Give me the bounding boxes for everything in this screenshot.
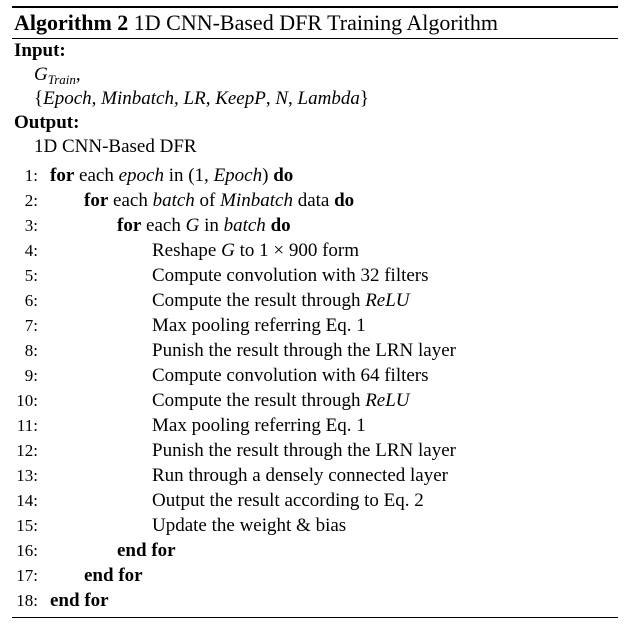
var-epoch-count: Epoch [213, 165, 263, 186]
line-number: 18: [16, 591, 38, 610]
keyword-do: do [334, 190, 355, 211]
algo-line-13 [12, 463, 618, 488]
keyword-do: do [270, 215, 291, 236]
line-code: Punish the result through the LRN layer [152, 340, 456, 361]
param-separator: , [205, 88, 216, 109]
code-text: of [194, 190, 221, 211]
param-epoch: Epoch [43, 88, 92, 109]
param-separator: , [265, 88, 276, 109]
algo-line-3 [12, 213, 618, 238]
line-code: Compute convolution with 64 filters [152, 365, 429, 386]
code-text: each [74, 165, 119, 186]
algo-line-4 [12, 238, 618, 263]
algo-line-12 [12, 438, 618, 463]
algo-line-18 [12, 588, 618, 613]
algo-line-11 [12, 413, 618, 438]
line-number: 15: [16, 516, 38, 535]
line-number: 8: [24, 341, 38, 360]
param-separator: , [288, 88, 298, 109]
line-code [84, 188, 354, 213]
bottom-rule [12, 617, 618, 618]
algo-line-9 [12, 363, 618, 388]
line-number: 4: [24, 241, 38, 260]
algo-line-2 [12, 188, 618, 213]
algo-line-1 [12, 163, 618, 188]
line-code: Output the result according to Eq. 2 [152, 490, 424, 511]
line-number: 10: [16, 391, 38, 410]
line-code [152, 288, 410, 313]
line-number: 9: [24, 366, 38, 385]
keyword-do: do [273, 165, 294, 186]
var-minbatch: Minbatch [220, 190, 293, 211]
var-g: G [185, 215, 200, 236]
line-code: Update the weight & bias [152, 515, 347, 536]
var-relu: ReLU [365, 290, 410, 311]
code-text: each [108, 190, 153, 211]
algo-line-6 [12, 288, 618, 313]
algo-line-16 [12, 538, 618, 563]
algo-line-7 [12, 313, 618, 338]
keyword-for: for [84, 190, 109, 211]
keyword-end-for: end for [84, 565, 143, 586]
input-var: G [34, 64, 48, 85]
algorithm-label: Algorithm 2 [14, 10, 129, 35]
input-training-set [12, 63, 618, 87]
line-number: 1: [24, 166, 38, 185]
line-number: 3: [24, 216, 38, 235]
algo-line-10 [12, 388, 618, 413]
param-lr: LR [183, 88, 206, 109]
line-number: 7: [24, 316, 38, 335]
algo-line-5 [12, 263, 618, 288]
code-text: in (1, [163, 165, 214, 186]
param-lambda: Lambda [297, 88, 360, 109]
algorithm-title: 1D CNN-Based DFR Training Algorithm [133, 10, 499, 35]
algorithm-caption [12, 8, 618, 38]
code-text: ) [262, 165, 274, 186]
line-code: Max pooling referring Eq. 1 [152, 415, 366, 436]
line-number: 6: [24, 291, 38, 310]
keyword-for: for [117, 215, 142, 236]
algorithm-lines [12, 163, 618, 613]
code-text: Compute the result through [152, 290, 366, 311]
algorithm-block [12, 6, 618, 618]
var-batch: batch [152, 190, 195, 211]
var-epoch: epoch [118, 165, 164, 186]
output-value: 1D CNN-Based DFR [34, 136, 197, 157]
input-var-trail: , [75, 64, 81, 85]
line-code [152, 388, 410, 413]
var-g: G [221, 240, 235, 261]
var-batch: batch [223, 215, 266, 236]
line-number: 12: [16, 441, 38, 460]
line-number: 11: [16, 416, 38, 435]
line-number: 13: [16, 466, 38, 485]
input-hyperparameters [12, 87, 618, 111]
keyword-end-for: end for [117, 540, 176, 561]
output-heading: Output: [14, 112, 80, 133]
line-code [117, 213, 291, 238]
input-section [12, 39, 618, 111]
param-n: N [275, 88, 289, 109]
keyword-for: for [50, 165, 75, 186]
brace-open: { [34, 88, 44, 109]
line-number: 16: [16, 541, 38, 560]
algo-line-17 [12, 563, 618, 588]
line-code [152, 238, 359, 263]
param-minbatch: Minbatch [101, 88, 174, 109]
keyword-end-for: end for [50, 590, 109, 611]
line-number: 2: [24, 191, 38, 210]
line-code: Run through a densely connected layer [152, 465, 448, 486]
algo-line-8 [12, 338, 618, 363]
algo-line-15 [12, 513, 618, 538]
param-keepp: KeepP [215, 88, 266, 109]
code-text: each [141, 215, 186, 236]
line-number: 5: [24, 266, 38, 285]
code-text: Reshape [152, 240, 222, 261]
line-code: Max pooling referring Eq. 1 [152, 315, 366, 336]
algo-line-14 [12, 488, 618, 513]
code-text: to 1 × 900 form [234, 240, 360, 261]
code-text: data [292, 190, 335, 211]
line-number: 17: [16, 566, 38, 585]
code-text: Compute the result through [152, 390, 366, 411]
line-code: Compute convolution with 32 filters [152, 265, 429, 286]
var-relu: ReLU [365, 390, 410, 411]
line-number: 14: [16, 491, 38, 510]
brace-close: } [359, 88, 369, 109]
code-text: in [199, 215, 224, 236]
line-code [50, 163, 293, 188]
line-code: Punish the result through the LRN layer [152, 440, 456, 461]
param-separator: , [174, 88, 184, 109]
input-heading: Input: [14, 40, 66, 61]
param-separator: , [91, 88, 102, 109]
input-var-subscript: Train [47, 72, 76, 87]
output-section [12, 111, 618, 159]
